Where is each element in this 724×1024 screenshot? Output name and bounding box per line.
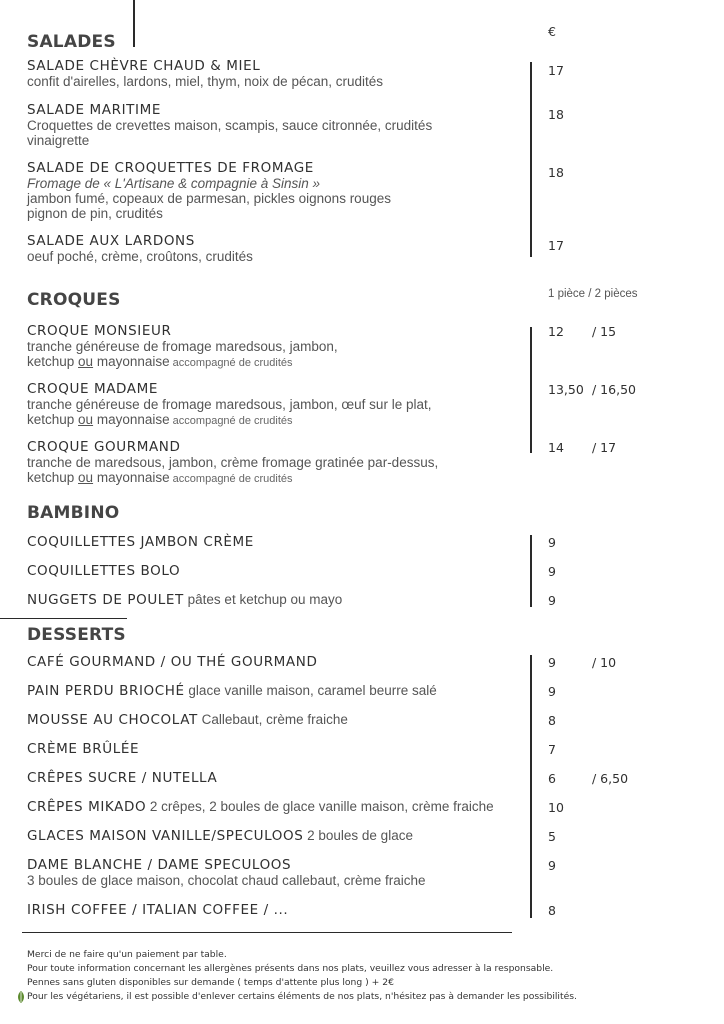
menu-item-name: SALADE CHÈVRE CHAUD & MIEL xyxy=(27,58,261,74)
menu-item-name: IRISH COFFEE / ITALIAN COFFEE / ... xyxy=(27,902,289,918)
menu-item-price: 10 xyxy=(548,800,564,815)
menu-item-price: 17 xyxy=(548,238,564,253)
croques-price-header: 1 pièce / 2 pièces xyxy=(548,288,638,300)
menu-item-desc-italic: Fromage de « L'Artisane & compagnie à Sinsin » xyxy=(27,176,320,191)
menu-item-name: COQUILLETTES JAMBON CRÈME xyxy=(27,534,254,550)
menu-item-price: 6 xyxy=(548,771,556,786)
croques-price-divider xyxy=(530,327,532,453)
menu-item-price: 9 xyxy=(548,655,556,670)
menu-item-name: GLACES MAISON VANILLE/SPECULOOS 2 boules de glace xyxy=(27,828,413,844)
menu-item-sauce: ketchup ou mayonnaise accompagné de crudités xyxy=(27,470,293,485)
menu-item-name: COQUILLETTES BOLO xyxy=(27,563,181,579)
menu-item-price-2: / 17 xyxy=(592,440,617,455)
menu-item-price: 18 xyxy=(548,107,564,122)
section-title-croques: CROQUES xyxy=(27,290,121,310)
menu-item-price: 13,50 xyxy=(548,382,584,397)
bambino-top-rule xyxy=(0,618,127,619)
menu-item-price: 18 xyxy=(548,165,564,180)
menu-item-price: 5 xyxy=(548,829,556,844)
menu-item-name: CRÊPES SUCRE / NUTELLA xyxy=(27,770,218,786)
menu-item-name: MOUSSE AU CHOCOLAT Callebaut, crème fraiche xyxy=(27,712,348,728)
menu-item-desc: Croquettes de crevettes maison, scampis, sauce citronnée, crudités xyxy=(27,118,433,133)
menu-item-price: 9 xyxy=(548,535,556,550)
menu-item-name: PAIN PERDU BRIOCHÉ glace vanille maison, caramel beurre salé xyxy=(27,683,437,699)
leaf-icon xyxy=(17,991,25,1003)
menu-item-desc: vinaigrette xyxy=(27,133,90,148)
section-title-desserts: DESSERTS xyxy=(27,625,126,645)
title-divider xyxy=(133,0,135,47)
menu-item-price: 8 xyxy=(548,713,556,728)
menu-item-price: 9 xyxy=(548,564,556,579)
currency-header: € xyxy=(548,24,556,39)
bambino-price-divider xyxy=(530,535,532,607)
menu-item-price: 8 xyxy=(548,903,556,918)
menu-item-price-2: / 15 xyxy=(592,324,617,339)
section-title-salades: SALADES xyxy=(27,32,116,52)
menu-item-desc: confit d'airelles, lardons, miel, thym, noix de pécan, crudités xyxy=(27,74,383,89)
menu-item-price: 12 xyxy=(548,324,564,339)
menu-item-name: SALADE AUX LARDONS xyxy=(27,233,195,249)
menu-item-name: CROQUE GOURMAND xyxy=(27,439,181,455)
menu-item-sauce: ketchup ou mayonnaise accompagné de crudités xyxy=(27,354,293,369)
menu-item-price: 7 xyxy=(548,742,556,757)
footer-note: Pennes sans gluten disponibles sur demande ( temps d'attente plus long ) + 2€ xyxy=(27,977,394,988)
menu-item-name: CROQUE MADAME xyxy=(27,381,159,397)
footer-rule xyxy=(22,932,512,933)
menu-item-price: 9 xyxy=(548,684,556,699)
salades-price-divider xyxy=(530,62,532,257)
desserts-price-divider xyxy=(530,655,532,918)
footer-note: Merci de ne faire qu'un paiement par table. xyxy=(27,949,227,960)
menu-item-name: CRÈME BRÛLÉE xyxy=(27,741,140,757)
menu-item-desc: jambon fumé, copeaux de parmesan, pickles oignons rouges xyxy=(27,191,391,206)
menu-item-name: SALADE MARITIME xyxy=(27,102,161,118)
footer-note: Pour les végétariens, il est possible d'enlever certains éléments de nos plats, n'hésitez pas à demander les possibilités. xyxy=(27,991,577,1002)
menu-item-sauce: ketchup ou mayonnaise accompagné de crudités xyxy=(27,412,293,427)
menu-item-name: CRÊPES MIKADO 2 crêpes, 2 boules de glace vanille maison, crème fraiche xyxy=(27,799,494,815)
menu-item-desc: tranche de maredsous, jambon, crème fromage gratinée par-dessus, xyxy=(27,455,439,470)
menu-item-name: NUGGETS DE POULET pâtes et ketchup ou mayo xyxy=(27,592,343,608)
menu-item-name: DAME BLANCHE / DAME SPECULOOS xyxy=(27,857,292,873)
menu-item-name: CAFÉ GOURMAND / OU THÉ GOURMAND xyxy=(27,654,318,670)
menu-item-desc: tranche généreuse de fromage maredsous, jambon, œuf sur le plat, xyxy=(27,397,432,412)
menu-item-desc: 3 boules de glace maison, chocolat chaud callebaut, crème fraiche xyxy=(27,873,426,888)
menu-item-price-2: / 10 xyxy=(592,655,617,670)
menu-item-name: CROQUE MONSIEUR xyxy=(27,323,172,339)
menu-item-price-2: / 16,50 xyxy=(592,382,636,397)
menu-item-desc: pignon de pin, crudités xyxy=(27,206,163,221)
menu-item-desc: tranche généreuse de fromage maredsous, jambon, xyxy=(27,339,338,354)
menu-item-price: 9 xyxy=(548,593,556,608)
menu-item-price-2: / 6,50 xyxy=(592,771,629,786)
footer-note: Pour toute information concernant les allergènes présents dans nos plats, veuillez vous adresser à la responsable. xyxy=(27,963,554,974)
menu-item-desc: oeuf poché, crème, croûtons, crudités xyxy=(27,249,253,264)
menu-item-name: SALADE DE CROQUETTES DE FROMAGE xyxy=(27,160,314,176)
menu-item-price: 17 xyxy=(548,63,564,78)
menu-item-price: 9 xyxy=(548,858,556,873)
menu-item-price: 14 xyxy=(548,440,564,455)
section-title-bambino: BAMBINO xyxy=(27,503,120,523)
